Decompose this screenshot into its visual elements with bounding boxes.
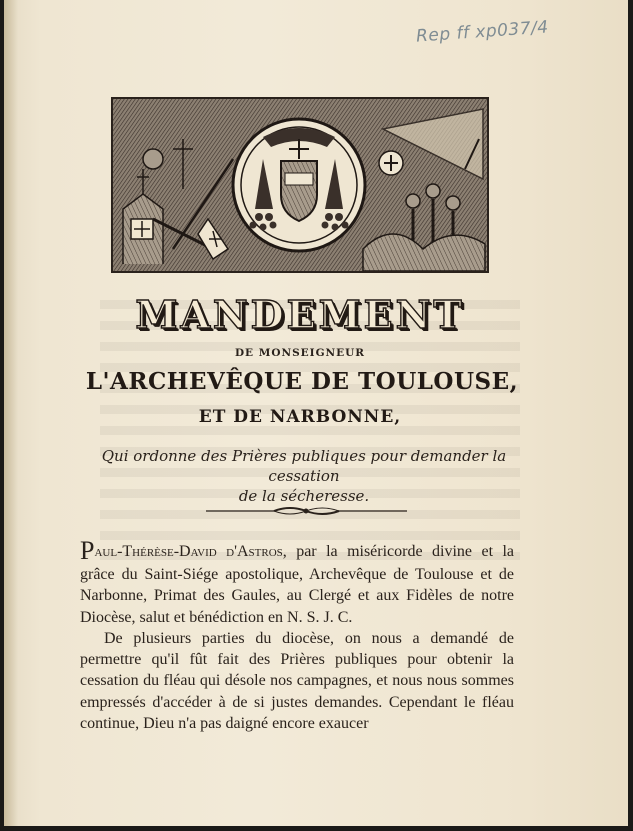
purpose-subtitle	[84, 446, 524, 506]
by-line: DE MONSEIGNEUR	[234, 347, 366, 359]
engraving-illustration	[113, 99, 487, 271]
author-name: aul-Thérèse-David d'Astros	[94, 543, 283, 560]
ornamental-divider	[204, 505, 409, 517]
purpose-line-1: Qui ordonne des Prières publiques pour demander la cessation	[101, 447, 507, 485]
second-paragraph: De plusieurs parties du diocèse, on nous a demandé de permettre qu'il fût fait des Prières publiques pour obtenir la cessation du fléau qui désole nos campagnes, et nous nous sommes empressés d'accéder à de si justes demandes. Cependant le fléau continue, Dieu n'a pas daigné encore exaucer	[80, 629, 514, 733]
archiepiscopal-arms-engraving	[111, 97, 489, 273]
opening-rest: , par la miséricorde divine et la grâce du Saint-Siége apostolique, Archevêque de Toulouse et de Narbonne, Primat des Gaules, au Clergé et aux Fidèles de notre Diocèse, salut et bénédiction en N. S. J. C.	[80, 543, 515, 626]
shelfmark-annotation: Rep ff xp037/4	[415, 17, 550, 47]
document-page	[4, 0, 628, 826]
opening-paragraph	[80, 538, 514, 628]
page-title: MANDEMENT	[135, 292, 465, 337]
purpose-line-2: de la sécheresse.	[238, 487, 370, 505]
show-through-text	[100, 300, 520, 560]
drop-cap: P	[80, 536, 95, 565]
diocese-heading: ET DE NARBONNE,	[198, 407, 402, 427]
mandate-body	[80, 538, 514, 734]
archbishop-heading: L'ARCHEVÊQUE DE TOULOUSE,	[85, 368, 519, 395]
coat-of-arms-medallion	[233, 119, 365, 251]
